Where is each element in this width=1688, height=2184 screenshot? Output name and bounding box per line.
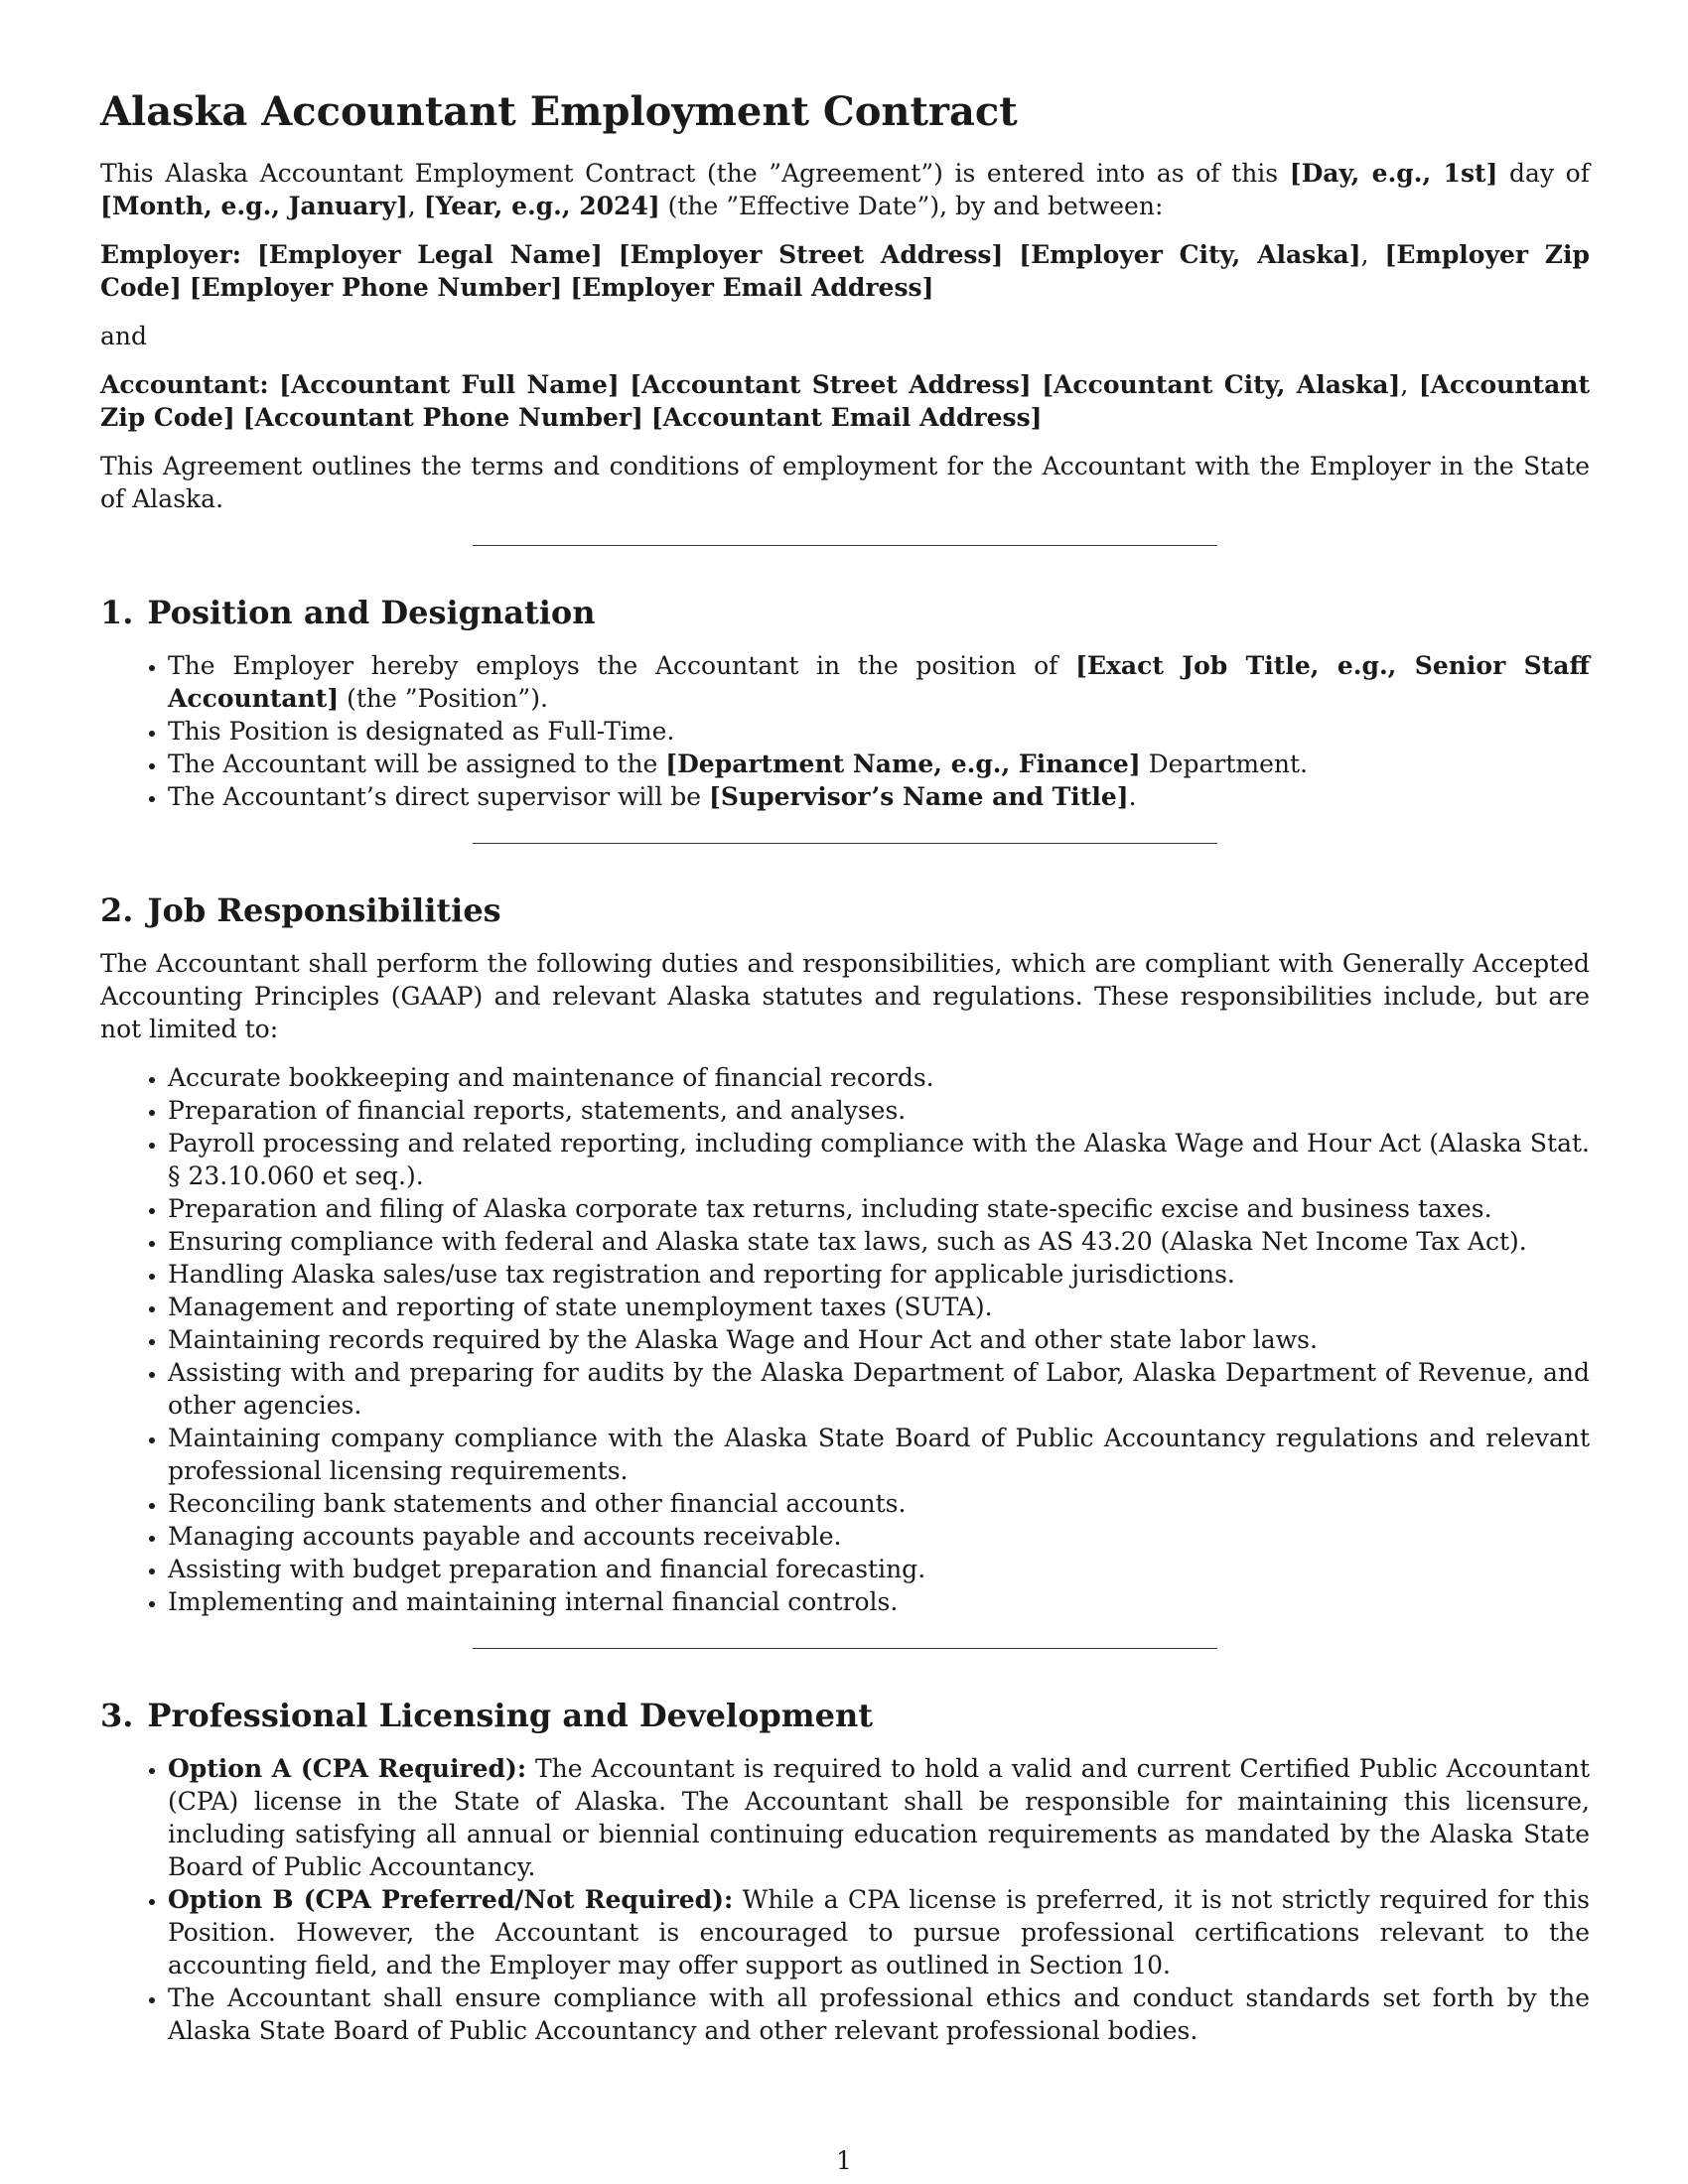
list-item: • This Position is designated as Full-Time. <box>168 715 1590 748</box>
list-item: • The Accountant shall ensure compliance with all professional ethics and conduct standards set forth by the Alaska State Board of Public Accountancy and other relevant professional bodies. <box>168 1981 1590 2047</box>
section-3-list <box>100 1752 1590 2047</box>
section-title: Professional Licensing and Development <box>147 1697 874 1734</box>
accountant-city: [Accountant City, Alaska] <box>1042 370 1401 399</box>
option-a-label: Option A (CPA Required): <box>168 1754 527 1783</box>
section-title: Position and Designation <box>147 594 596 631</box>
list-item: • Accurate bookkeeping and maintenance of financial records. <box>168 1061 1590 1094</box>
list-item-text: (the ”Position”). <box>339 684 548 713</box>
accountant-zip: [Accountant Zip Code] <box>100 370 1590 432</box>
section-divider <box>473 545 1217 546</box>
page-number: 1 <box>836 2146 852 2175</box>
list-item: • Preparation of financial reports, statements, and analyses. <box>168 1094 1590 1127</box>
employer-email: [Employer Email Address] <box>570 273 934 302</box>
employer-label: Employer: <box>100 240 241 269</box>
intro-paragraph <box>100 157 1590 222</box>
year-placeholder: [Year, e.g., 2024] <box>423 192 660 220</box>
accountant-name: [Accountant Full Name] <box>279 370 620 399</box>
list-item <box>168 780 1590 813</box>
accountant-street: [Accountant Street Address] <box>630 370 1032 399</box>
list-item: • Maintaining records required by the Alaska Wage and Hour Act and other state labor laws. <box>168 1323 1590 1356</box>
section-2-heading <box>100 891 1590 929</box>
employer-name: [Employer Legal Name] <box>256 240 603 269</box>
accountant-block: Accountant: [Accountant Full Name] [Accountant Street Address] [Accountant City, Alaska], [Accountant Zip Code] [Accountant Phone Number] [Accountant Email Address] <box>100 370 1590 432</box>
section-1-list <box>100 649 1590 813</box>
section-divider <box>473 1648 1217 1649</box>
job-title-placeholder: [Exact Job Title, e.g., Senior Staff Accountant] <box>168 651 1590 713</box>
list-item: • Preparation and filing of Alaska corporate tax returns, including state-specific excise and business taxes. <box>168 1192 1590 1225</box>
section-1-heading <box>100 594 1590 631</box>
and-text: and <box>100 322 148 350</box>
list-item: • Assisting with budget preparation and financial forecasting. <box>168 1553 1590 1585</box>
document-title: Alaska Accountant Employment Contract <box>100 88 1018 135</box>
list-item-text: The Accountant’s direct supervisor will be <box>168 782 710 811</box>
list-item: • Assisting with and preparing for audits by the Alaska Department of Labor, Alaska Department of Revenue, and other agencies. <box>168 1356 1590 1422</box>
month-placeholder: [Month, e.g., January] <box>100 192 408 220</box>
list-item: • Management and reporting of state unemployment taxes (SUTA). <box>168 1291 1590 1323</box>
list-item: • Ensuring compliance with federal and Alaska state tax laws, such as AS 43.20 (Alaska Net Income Tax Act). <box>168 1225 1590 1258</box>
list-item: • Reconciling bank statements and other financial accounts. <box>168 1487 1590 1520</box>
outline-paragraph: This Agreement outlines the terms and conditions of employment for the Accountant with the Employer in the State of Alaska. <box>100 452 1590 513</box>
intro-text: This Alaska Accountant Employment Contract (the ”Agreement”) is entered into as of this <box>100 159 1290 188</box>
list-item: • Maintaining company compliance with the Alaska State Board of Public Accountancy regulations and relevant professional licensing requirements. <box>168 1422 1590 1487</box>
list-item: • Handling Alaska sales/use tax registration and reporting for applicable jurisdictions. <box>168 1258 1590 1291</box>
employer-zip: [Employer Zip Code] <box>100 240 1591 302</box>
list-item-text: The Employer hereby employs the Accountant in the position of <box>168 651 1076 680</box>
list-item-text: The Accountant is required to hold a valid and current Certified Public Accountant (CPA) license in the State of Alaska. The Accountant shall be responsible for maintaining this licensure, including satisfying all annual or biennial continuing education requirements as mandated by the Alaska State Board of Public Accountancy. <box>168 1754 1591 1881</box>
list-item <box>168 649 1590 715</box>
list-item <box>168 1883 1590 1981</box>
section-title: Job Responsibilities <box>147 891 501 929</box>
list-item: • Payroll processing and related reporting, including compliance with the Alaska Wage and Hour Act (Alaska Stat. § 23.10.060 et seq.). <box>168 1127 1590 1192</box>
employer-phone: [Employer Phone Number] <box>189 273 563 302</box>
accountant-email: [Accountant Email Address] <box>650 403 1043 432</box>
section-number: 1. <box>100 594 134 631</box>
intro-text: day of <box>1497 159 1590 188</box>
list-item <box>168 1752 1590 1883</box>
day-placeholder: [Day, e.g., 1st] <box>1289 159 1498 188</box>
list-item: • Managing accounts payable and accounts receivable. <box>168 1520 1590 1553</box>
list-item-text: While a CPA license is preferred, it is not strictly required for this Position. However, the Accountant is encouraged to pursue professional certifications relevant to the accounting field, and the Employer may offer support as outlined in Section 10. <box>168 1885 1590 1979</box>
list-item-text: The Accountant will be assigned to the <box>168 750 666 778</box>
employer-street: [Employer Street Address] <box>618 240 1004 269</box>
list-item <box>168 748 1590 780</box>
section-number: 3. <box>100 1697 134 1734</box>
section-2-intro: The Accountant shall perform the following duties and responsibilities, which are compliant with Generally Accepted Accounting Principles (GAAP) and relevant Alaska statutes and regulations. These responsibilities include, but are not limited to: <box>100 949 1590 1043</box>
list-item: • Implementing and maintaining internal financial controls. <box>168 1585 1590 1618</box>
section-3-heading <box>100 1697 1590 1734</box>
option-b-label: Option B (CPA Preferred/Not Required): <box>168 1885 734 1914</box>
employer-block: Employer: [Employer Legal Name] [Employer Street Address] [Employer City, Alaska], [Employer Zip Code] [Employer Phone Number] [Employer Email Address] <box>100 240 1591 302</box>
list-item-text: Department. <box>1140 750 1308 778</box>
accountant-phone: [Accountant Phone Number] <box>242 403 643 432</box>
intro-text: , <box>407 192 424 220</box>
document-page <box>100 89 1590 2057</box>
section-2-list <box>100 1061 1590 1618</box>
intro-text: (the ”Effective Date”), by and between: <box>659 192 1164 220</box>
section-number: 2. <box>100 891 134 929</box>
section-divider <box>473 843 1217 844</box>
accountant-label: Accountant: <box>100 370 269 399</box>
employer-city: [Employer City, Alaska] <box>1019 240 1361 269</box>
list-item-text: . <box>1128 782 1137 811</box>
department-placeholder: [Department Name, e.g., Finance] <box>665 750 1141 778</box>
supervisor-placeholder: [Supervisor’s Name and Title] <box>709 782 1129 811</box>
